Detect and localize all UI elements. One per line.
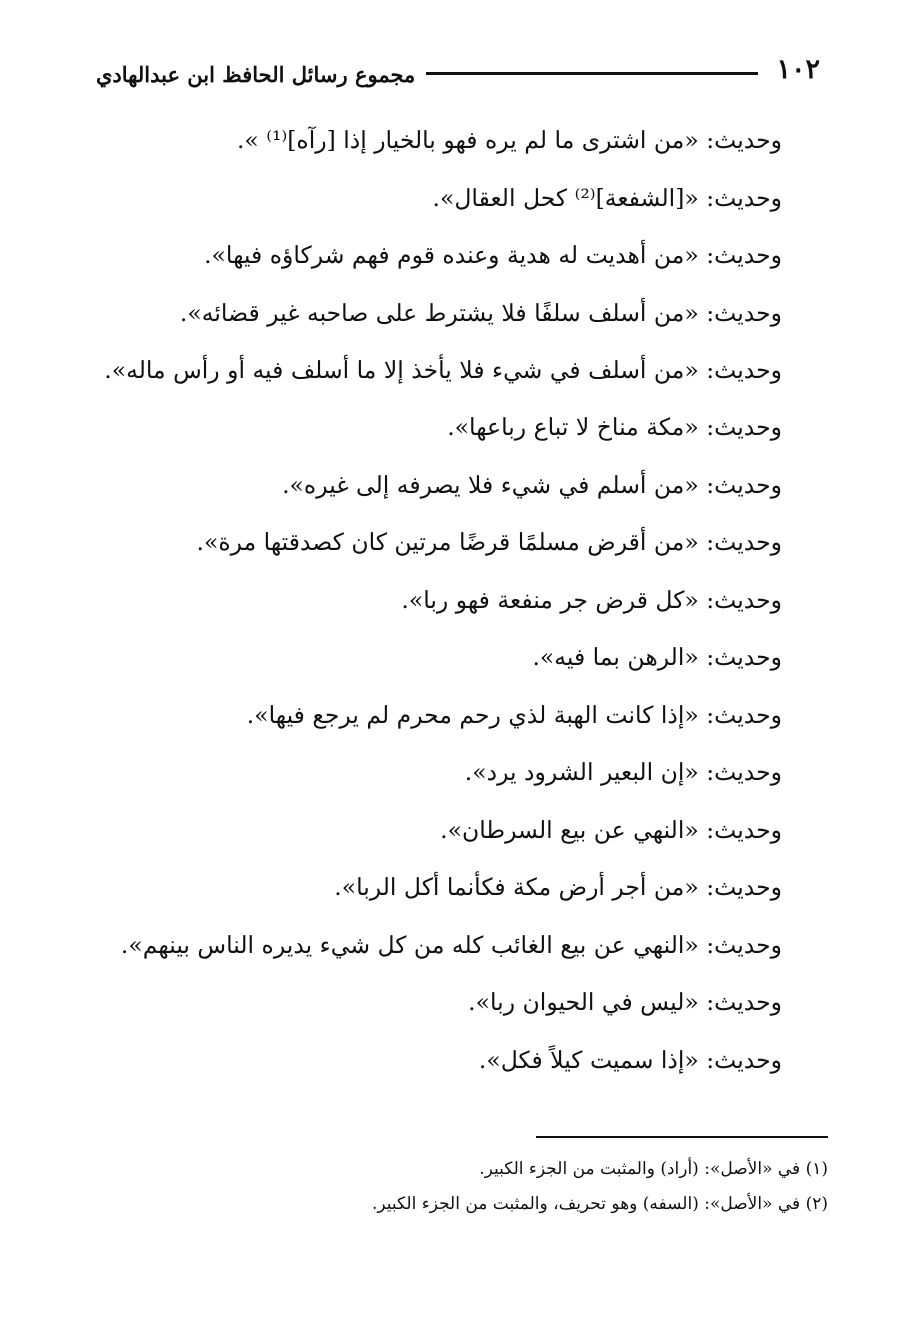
hadith-label: وحديث: xyxy=(706,700,782,729)
footnotes xyxy=(108,1152,828,1222)
hadith-label: وحديث: xyxy=(706,643,782,671)
hadith-text: «الرهن بما فيه». xyxy=(532,643,699,671)
hadith-text: «النهي عن بيع الغائب كله من كل شيء يديره الناس بينهم». xyxy=(120,930,699,959)
hadith-list xyxy=(92,112,782,1089)
hadith-entry xyxy=(92,974,782,1032)
hadith-label: وحديث: xyxy=(706,528,782,556)
hadith-text: «إذا سميت كيلاً فكل». xyxy=(478,1045,699,1074)
hadith-label: وحديث: xyxy=(706,470,782,499)
footnote-2: (٢) في «الأصل»: (السفه) وهو تحريف، والمثبت من الجزء الكبير. xyxy=(371,1194,828,1214)
hadith-label: وحديث: xyxy=(706,758,782,786)
hadith-entry xyxy=(92,457,782,515)
hadith-label: وحديث: xyxy=(706,126,782,154)
hadith-entry xyxy=(92,917,782,975)
hadith-text: «من أقرض مسلمًا قرضًا مرتين كان كصدقتها مرة». xyxy=(196,528,699,556)
hadith-entry xyxy=(92,399,782,457)
book-title: مجموع رسائل الحافظ ابن عبدالهادي xyxy=(96,62,416,87)
hadith-entry xyxy=(92,572,782,630)
hadith-entry xyxy=(92,342,782,399)
hadith-label: وحديث: xyxy=(706,585,782,614)
hadith-entry xyxy=(92,802,782,860)
hadith-label: وحديث: xyxy=(706,298,782,327)
hadith-entry xyxy=(92,744,782,802)
hadith-text: «من أهديت له هدية وعنده قوم فهم شركاؤه فيها». xyxy=(204,241,699,269)
hadith-text: «إن البعير الشرود يرد». xyxy=(464,758,699,786)
hadith-entry xyxy=(92,859,782,917)
hadith-label: وحديث: xyxy=(706,356,782,384)
footnote-1: (١) في «الأصل»: (أراد) والمثبت من الجزء الكبير. xyxy=(479,1159,828,1179)
page-header xyxy=(96,52,820,96)
hadith-entry xyxy=(92,285,782,343)
hadith-entry xyxy=(92,227,782,285)
hadith-entry xyxy=(92,112,782,170)
hadith-entry xyxy=(92,687,782,745)
hadith-label: وحديث: xyxy=(706,413,782,441)
hadith-label: وحديث: xyxy=(706,930,782,959)
hadith-text: «من أسلم في شيء فلا يصرفه إلى غيره». xyxy=(282,470,699,499)
hadith-entry xyxy=(92,170,782,228)
hadith-text: «ليس في الحيوان ربا». xyxy=(468,988,699,1016)
footnote-rule xyxy=(536,1136,828,1138)
hadith-entry xyxy=(92,1032,782,1090)
hadith-label: وحديث: xyxy=(706,183,782,212)
page-number: ١٠٢ xyxy=(776,54,820,85)
hadith-label: وحديث: xyxy=(706,988,782,1016)
hadith-entry xyxy=(92,629,782,687)
hadith-text: «إذا كانت الهبة لذي رحم محرم لم يرجع فيها». xyxy=(246,700,699,729)
hadith-text: «كل قرض جر منفعة فهو ربا». xyxy=(401,585,699,614)
hadith-text: «من أجر أرض مكة فكأنما أكل الربا». xyxy=(334,873,699,901)
hadith-label: وحديث: xyxy=(706,873,782,901)
hadith-text: «من اشترى ما لم يره فهو بالخيار إذا [رآه]⁽¹⁾ ». xyxy=(236,126,699,154)
hadith-text: «من أسلف سلفًا فلا يشترط على صاحبه غير قضائه». xyxy=(179,298,699,327)
hadith-text: «النهي عن بيع السرطان». xyxy=(440,815,699,844)
hadith-label: وحديث: xyxy=(706,815,782,844)
hadith-label: وحديث: xyxy=(706,1045,782,1074)
header-rule xyxy=(426,72,758,75)
hadith-text: «مكة مناخ لا تباع رباعها». xyxy=(447,413,699,441)
hadith-text: «من أسلف في شيء فلا يأخذ إلا ما أسلف فيه أو رأس ماله». xyxy=(104,356,699,384)
hadith-entry xyxy=(92,514,782,572)
hadith-label: وحديث: xyxy=(706,241,782,269)
hadith-text: «[الشفعة]⁽²⁾ كحل العقال». xyxy=(432,183,699,212)
